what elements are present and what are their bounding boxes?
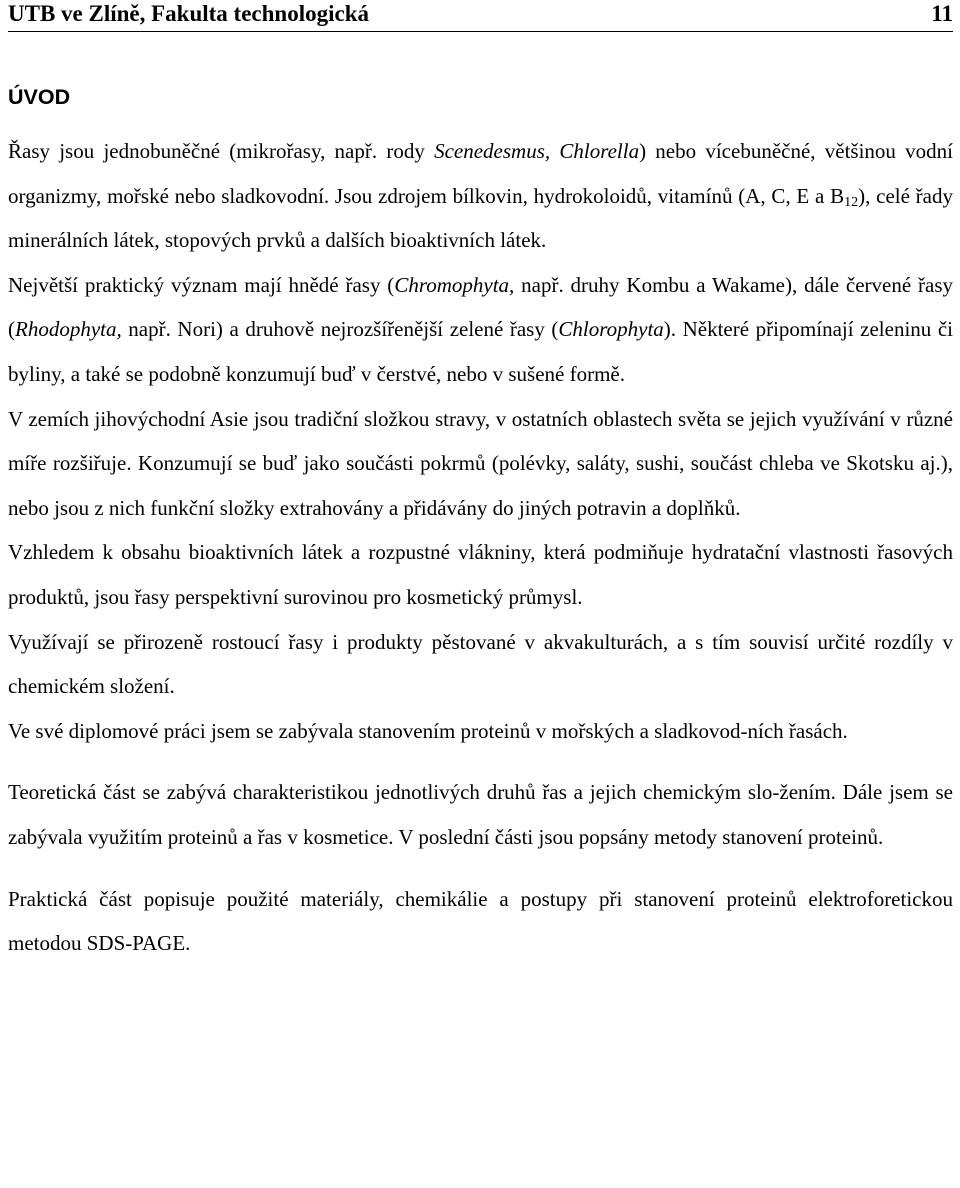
section-title: ÚVOD [8, 85, 71, 109]
paragraph-2-text-a: Největší praktický význam mají hnědé řasy ( [8, 272, 395, 297]
paragraph-1-text-c: ) nebo vícebuněčné, většinou vodní organizmy, mořské nebo sladkovodní. Jsou zdrojem bílkovin, hydrokoloidů, vitamínů (A, C, E a B [8, 139, 953, 208]
paragraph-3: V zemích jihovýchodní Asie jsou tradiční složkou stravy, v ostatních oblastech světa se jejich využívání v různé míře rozšiřuje. Konzumují se buď jako součásti pokrmů (polévky, saláty, sushi, součást chleba ve Skotsku aj.), nebo jsou z nich funkční složky extrahovány a přidávány do jiných potravin a doplňků. [8, 406, 953, 520]
paragraph-1-subscript: 12 [844, 194, 859, 210]
document-page [8, 0, 953, 966]
header-title: UTB ve Zlíně, Fakulta technologická [8, 1, 369, 26]
page-number: 11 [931, 1, 953, 26]
paragraph-2-italic-chlorophyta: Chlorophyta [558, 317, 664, 342]
paragraph-1-italic-genera: Scenedesmus, Chlorella [434, 139, 640, 163]
paragraph-8: Praktická část popisuje použité materiály, chemikálie a postupy při stanovení proteinů elektroforetickou metodou SDS-PAGE. [8, 886, 953, 956]
paragraph-2-italic-chromophyta: Chromophyta, [394, 272, 515, 297]
paragraph-1-text-d: ), celé řady minerálních látek, stopových prvků a dalších bioaktivních látek. [8, 183, 953, 253]
paragraph-1-text-a: Řasy jsou jednobuněčné (mikrořasy, např. rody [8, 139, 435, 163]
paragraph-1 [8, 129, 953, 263]
paragraph-2-text-g: ). Některé připomínají zeleninu či byliny, a také se podobně konzumují buď v čerstvé, nebo v sušené formě. [8, 317, 953, 386]
paragraph-2 [8, 263, 953, 397]
paragraph-4: Vzhledem k obsahu bioaktivních látek a rozpustné vlákniny, která podmiňuje hydratační vlastnosti řasových produktů, jsou řasy perspektivní surovinou pro kosmetický průmysl. [8, 540, 953, 609]
paragraph-7: Teoretická část se zabývá charakteristikou jednotlivých druhů řas a jejich chemickým slo-žením. Dále jsem se zabývala využitím proteinů a řas v kosmetice. V poslední části jsou popsány metody stanovení proteinů. [8, 780, 953, 849]
body-text [8, 129, 953, 966]
paragraph-6: Ve své diplomové práci jsem se zabývala stanovením proteinů v mořských a sladkovod-ních řasách. [8, 718, 848, 743]
paragraph-2-text-e: např. Nori) a druhově nejrozšířenější zelené řasy ( [121, 317, 559, 342]
paragraph-2-text-c: např. druhy Kombu a Wakame), dále červené řasy ( [8, 272, 953, 342]
running-header [8, 0, 953, 32]
paragraph-2-italic-rhodophyta: Rhodophyta, [15, 317, 122, 342]
paragraph-5: Využívají se přirozeně rostoucí řasy i produkty pěstované v akvakulturách, a s tím souvisí určité rozdíly v chemickém složení. [8, 629, 953, 699]
